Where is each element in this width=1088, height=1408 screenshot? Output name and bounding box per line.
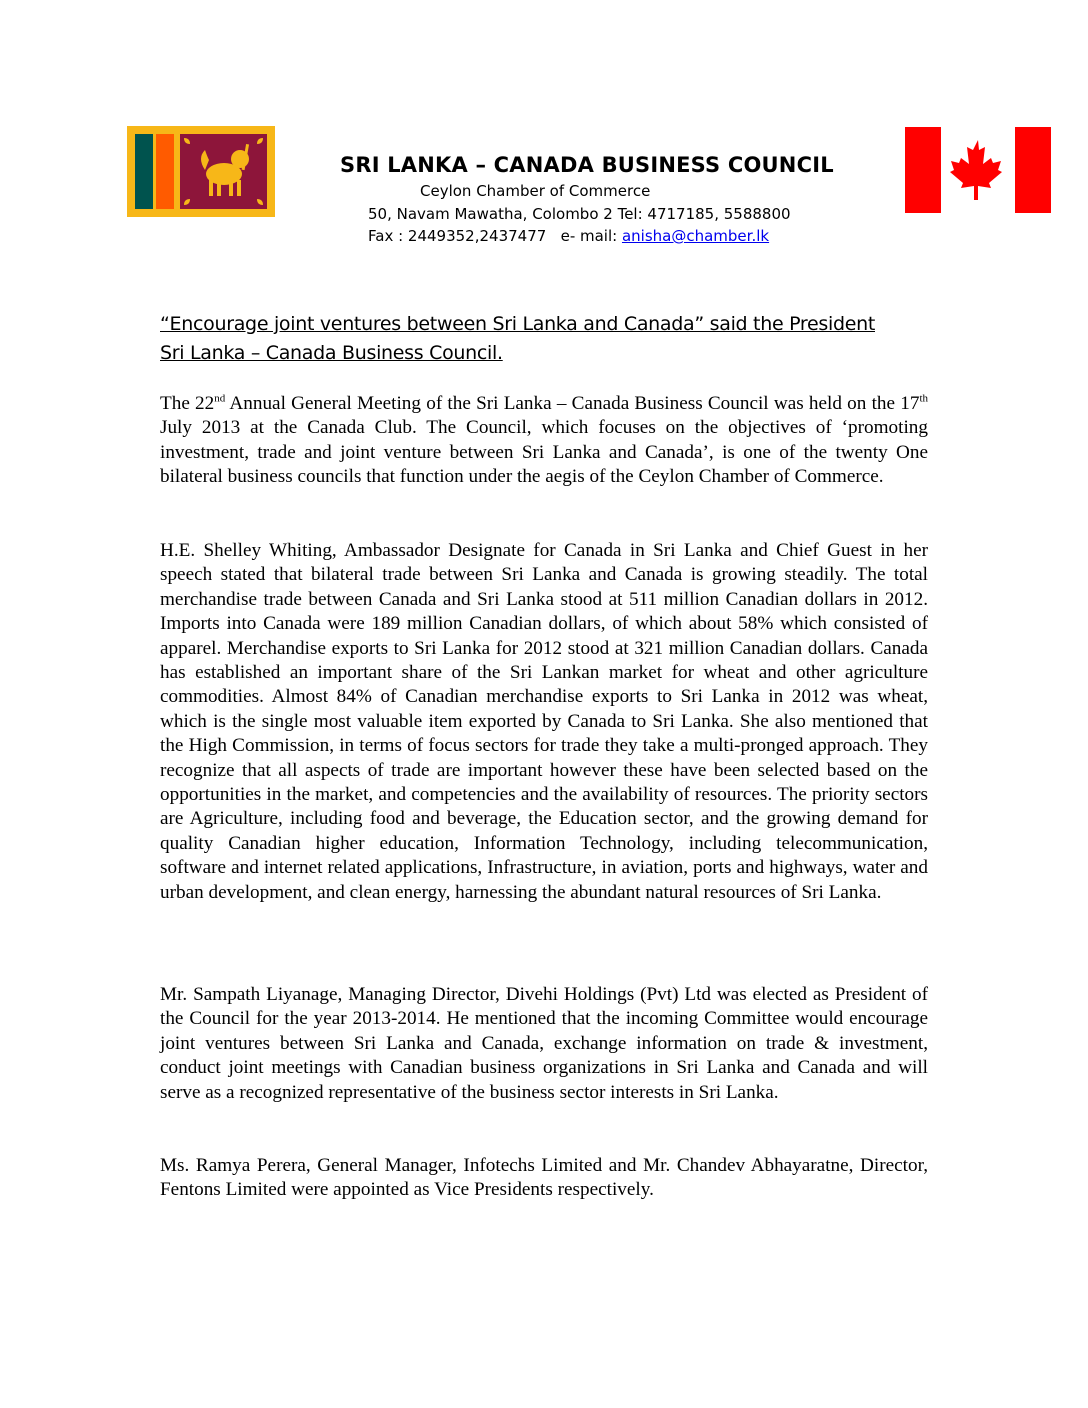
- paragraph-agm: [160, 392, 928, 490]
- org-name: Ceylon Chamber of Commerce: [420, 182, 651, 200]
- paragraph-chief-guest: H.E. Shelley Whiting, Ambassador Designate for Canada in Sri Lanka and Chief Guest in her speech stated that bilateral trade between Sri Lanka and Canada is growing steadily. The total merchandise trade between Canada and Sri Lanka stood at 511 million Canadian dollars in 2012. Imports into Canada were 189 million Canadian dollars, of which about 58% which consisted of apparel. Merchandise exports to Sri Lanka for 2012 stood at 321 million Canadian dollars. Canada has established an important share of the Sri Lankan market for wheat and other agriculture commodities. Almost 84% of Canadian merchandise exports to Sri Lanka in 2012 was wheat, which is the single most valuable item exported by Canada to Sri Lanka. She also mentioned that the High Commission, in terms of focus sectors for trade they take a multi-pronged approach. They recognize that all aspects of trade are important however these have been selected based on the opportunities in the market, and competencies and the availability of resources. The priority sectors are Agriculture, including food and beverage, the Education sector, and the growing demand for quality Canadian higher education, Information Technology, including telecommunication, software and internet related applications, Infrastructure, in aviation, ports and highways, water and urban development, and clean energy, harnessing the abundant natural resources of Sri Lanka.: [160, 540, 928, 903]
- p1-text-a: The 22: [160, 393, 215, 414]
- contact-line: [368, 227, 769, 245]
- paragraph-president: Mr. Sampath Liyanage, Managing Director, Divehi Holdings (Pvt) Ltd was elected as President of the Council for the year 2013-2014. He mentioned that the incoming Committee would encourage joint ventures between Sri Lanka and Canada, exchange information on trade & investment, conduct joint meetings with Canadian business organizations in Sri Lanka and Canada and will serve as a recognized representative of the business sector interests in Sri Lanka.: [160, 984, 928, 1103]
- paragraph-vice-presidents: Ms. Ramya Perera, General Manager, Infotechs Limited and Mr. Chandev Abhayaratne, Director, Fentons Limited were appointed as Vice Presidents respectively.: [160, 1155, 928, 1201]
- p1-text-b: Annual General Meeting of the Sri Lanka – Canada Business Council was held on the 17: [225, 393, 920, 414]
- email-link[interactable]: anisha@chamber.lk: [621, 227, 770, 245]
- fax-text: Fax : 2449352,2437477 e- mail:: [368, 227, 622, 245]
- address-line: 50, Navam Mawatha, Colombo 2 Tel: 4717185, 5588800: [368, 205, 791, 223]
- council-title: SRI LANKA – CANADA BUSINESS COUNCIL: [340, 153, 834, 177]
- headline-line-2: Sri Lanka – Canada Business Council.: [160, 342, 503, 364]
- p1-sup-nd: nd: [214, 392, 226, 405]
- sri-lanka-flag: [127, 126, 275, 217]
- headline-line-1: “Encourage joint ventures between Sri Lanka and Canada” said the President: [160, 313, 875, 335]
- canada-flag: [905, 127, 1051, 213]
- article-headline: [160, 310, 940, 368]
- p1-text-c: July 2013 at the Canada Club. The Council, which focuses on the objectives of ‘promoting investment, trade and joint venture between Sri Lanka and Canada’, is one of the twenty One bilateral business councils that function under the aegis of the Ceylon Chamber of Commerce.: [160, 417, 928, 488]
- p1-sup-th: th: [919, 392, 928, 405]
